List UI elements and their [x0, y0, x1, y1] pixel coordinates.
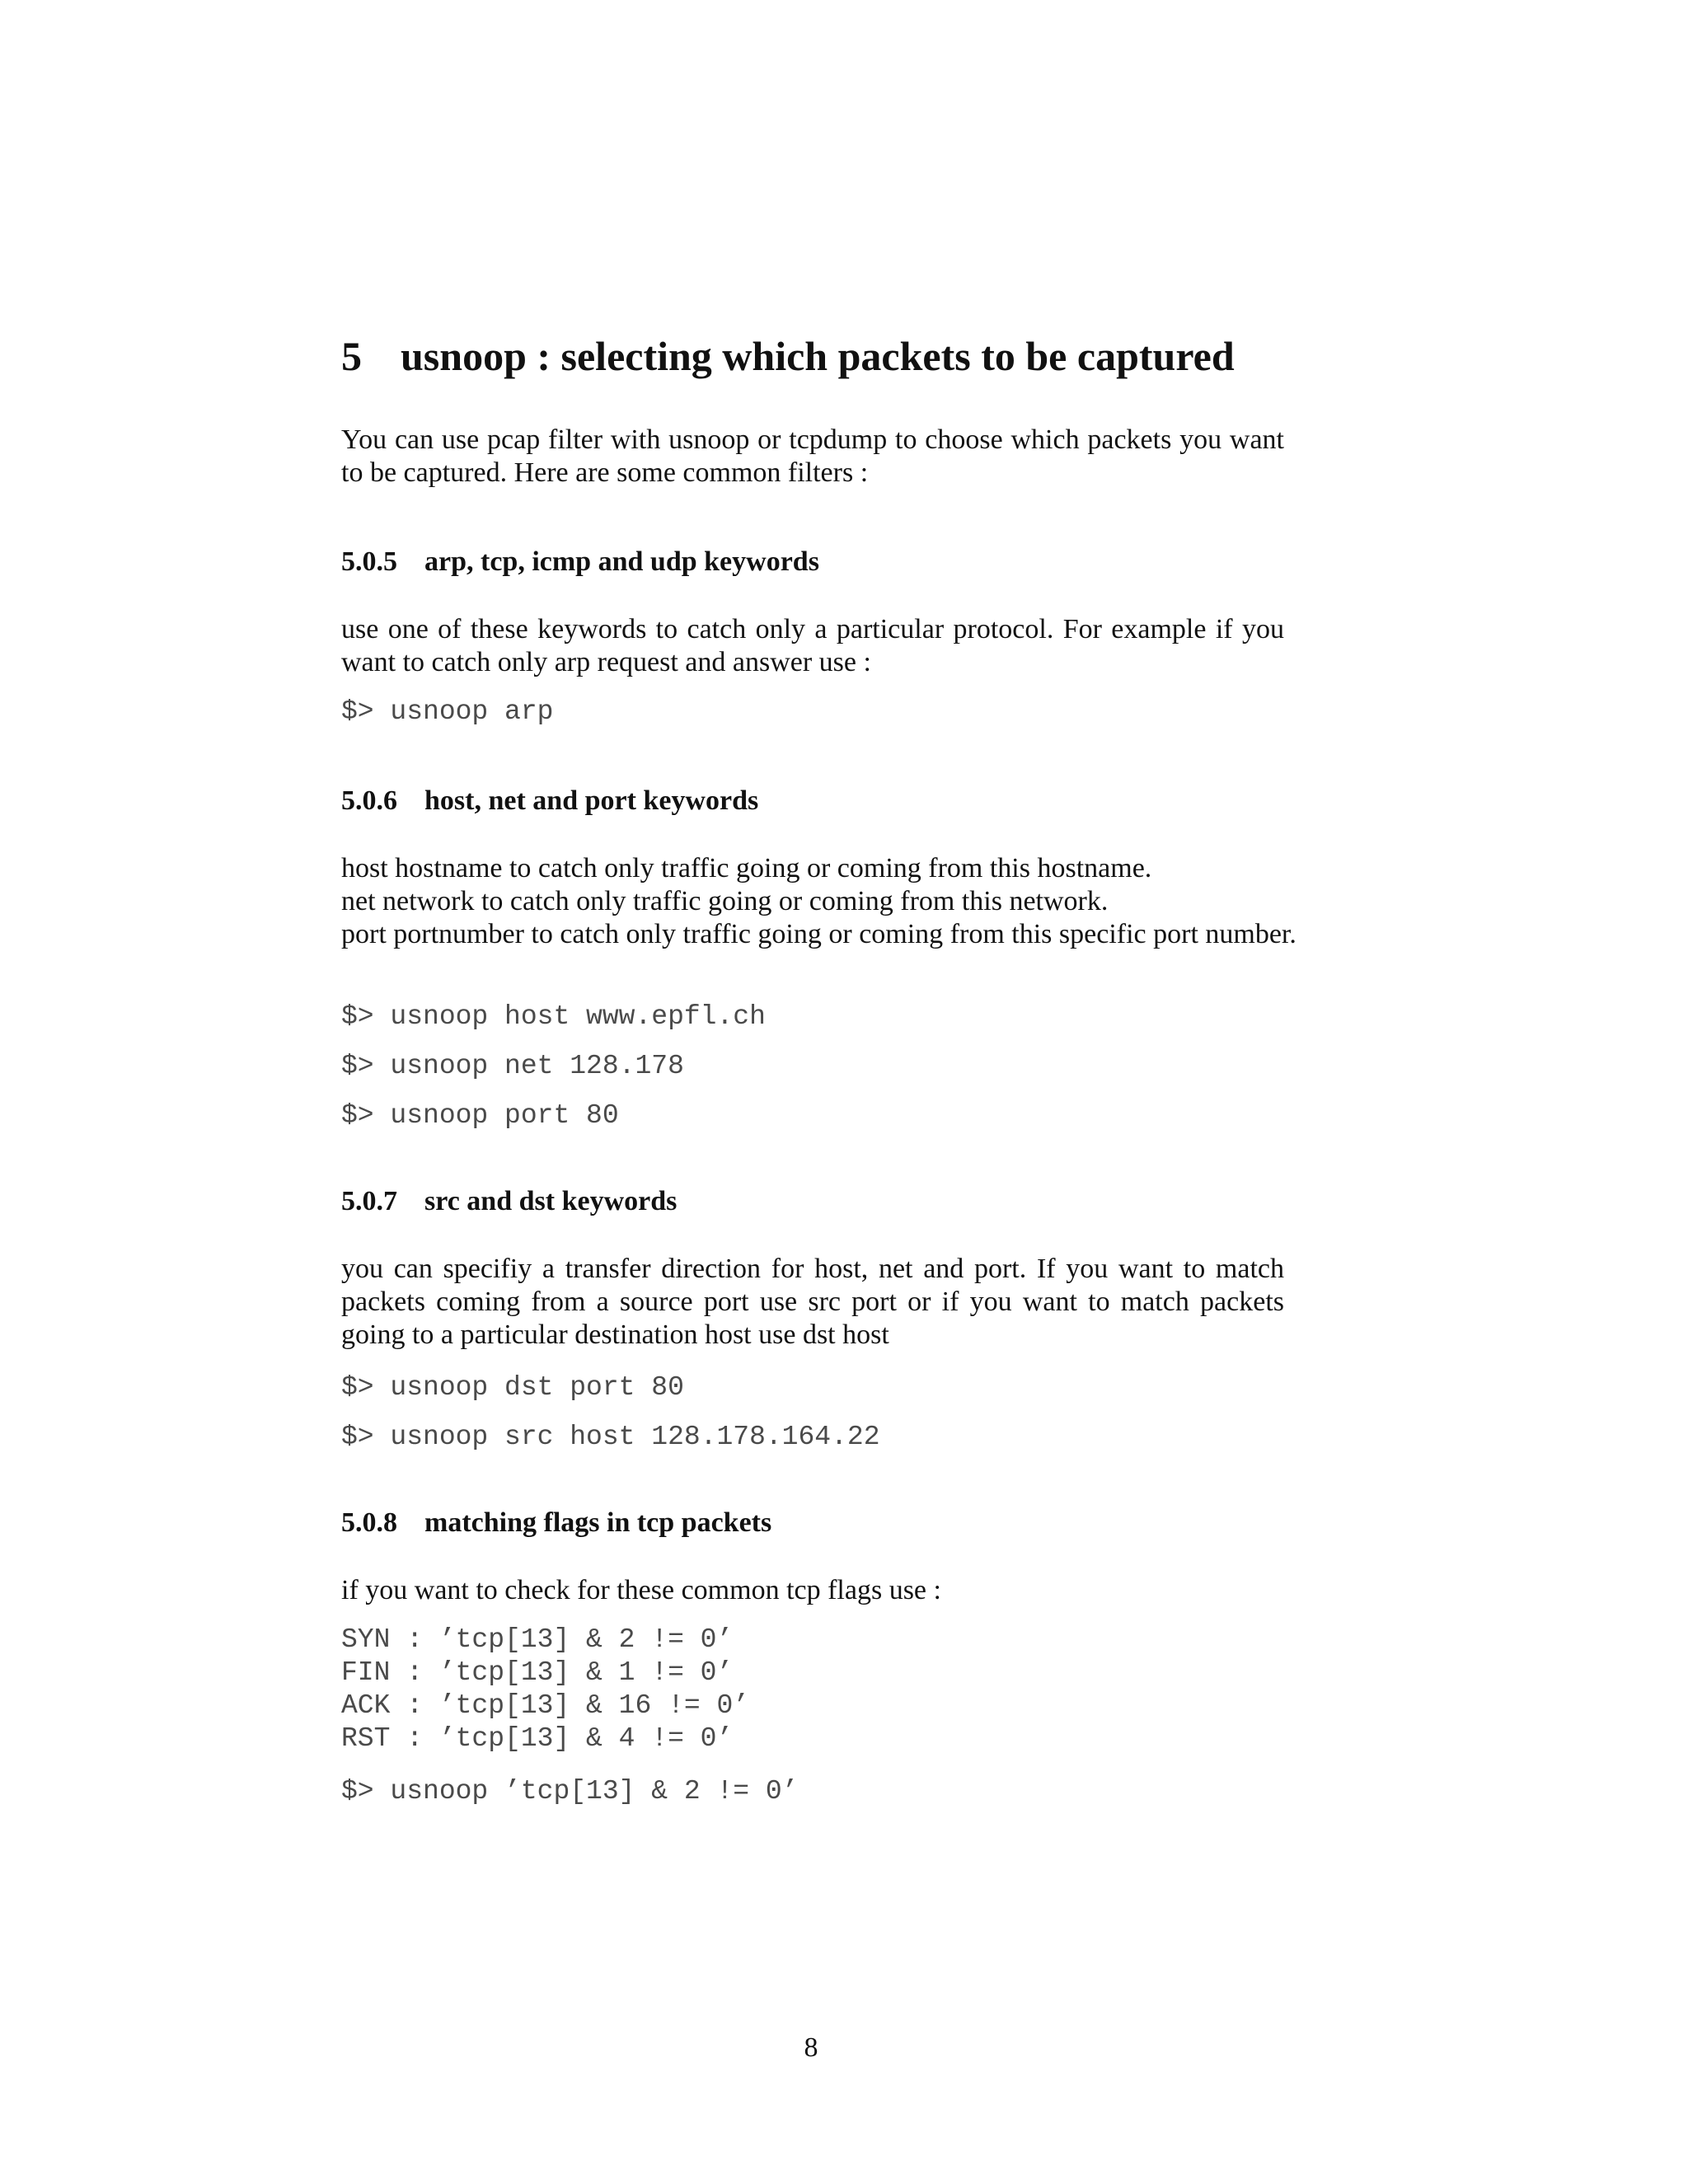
command-line: $> usnoop port 80: [341, 1100, 619, 1131]
subsection-heading-5-0-5: [341, 546, 819, 579]
subsection-title: arp, tcp, icmp and udp keywords: [424, 546, 819, 577]
section-title-text: usnoop : selecting which packets to be captured: [401, 333, 1235, 379]
subsection-title: matching flags in tcp packets: [424, 1507, 772, 1538]
command-line: $> usnoop arp: [341, 696, 554, 727]
subsection-paragraph: if you want to check for these common tcp flags use :: [341, 1575, 941, 1605]
section-title: [341, 331, 1235, 381]
subsection-heading-5-0-7: [341, 1185, 677, 1219]
section-number: 5: [341, 333, 362, 379]
tcp-flag-ack: ACK : ’tcp[13] & 16 != 0’: [341, 1690, 750, 1721]
subsection-heading-5-0-8: [341, 1507, 771, 1540]
subsection-heading-5-0-6: [341, 785, 758, 818]
tcp-flags-list: [341, 1624, 749, 1755]
subsection-title: src and dst keywords: [424, 1186, 678, 1216]
subsection-number: 5.0.7: [341, 1186, 397, 1216]
subsection-paragraph: use one of these keywords to catch only a particular protocol. For example if you want to catch only arp request and answer use :: [341, 614, 1284, 677]
subsection-number: 5.0.5: [341, 546, 397, 577]
keyword-line-port: port portnumber to catch only traffic going or coming from this specific port number.: [341, 919, 1296, 949]
command-line: $> usnoop dst port 80: [341, 1372, 684, 1403]
tcp-flag-rst: RST : ’tcp[13] & 4 != 0’: [341, 1723, 734, 1754]
command-line: $> usnoop host www.epfl.ch: [341, 1001, 766, 1032]
subsection-number: 5.0.8: [341, 1507, 397, 1538]
intro-paragraph: You can use pcap filter with usnoop or tcpdump to choose which packets you want to be captured. Here are some common filters :: [341, 424, 1284, 488]
page-number: 8: [804, 2032, 818, 2063]
command-line: $> usnoop net 128.178: [341, 1051, 684, 1081]
subsection-title: host, net and port keywords: [424, 785, 759, 816]
keyword-descriptions: [341, 852, 1330, 951]
tcp-flag-syn: SYN : ’tcp[13] & 2 != 0’: [341, 1624, 734, 1655]
command-line: $> usnoop ’tcp[13] & 2 != 0’: [341, 1776, 799, 1807]
keyword-line-net: net network to catch only traffic going or coming from this network.: [341, 886, 1109, 916]
subsection-number: 5.0.6: [341, 785, 397, 816]
command-line: $> usnoop src host 128.178.164.22: [341, 1422, 880, 1452]
keyword-line-host: host hostname to catch only traffic going or coming from this hostname.: [341, 853, 1152, 883]
subsection-paragraph: you can specifiy a transfer direction for host, net and port. If you want to match packets coming from a source port use src port or if you want to match packets going to a particular destination host use dst host: [341, 1254, 1284, 1350]
tcp-flag-fin: FIN : ’tcp[13] & 1 != 0’: [341, 1657, 734, 1688]
